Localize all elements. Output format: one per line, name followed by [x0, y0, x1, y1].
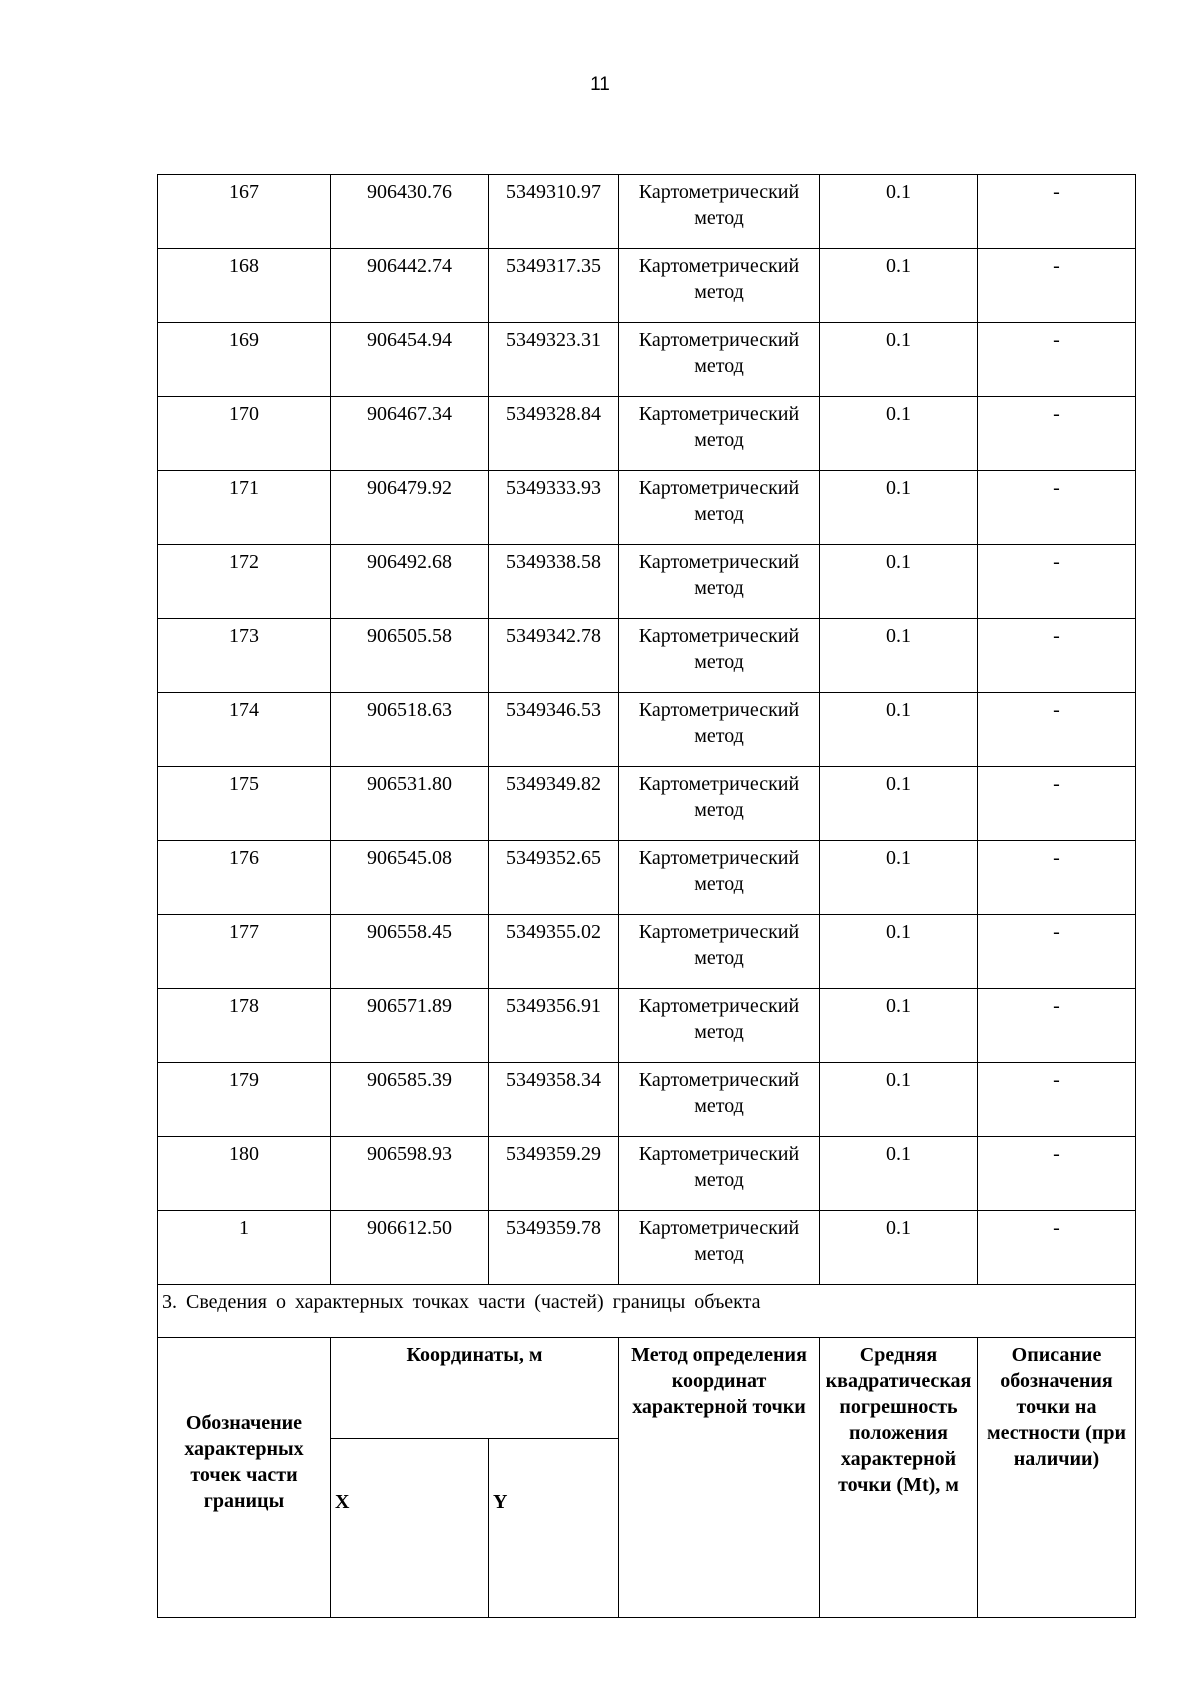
mt-value: 0.1	[820, 989, 978, 1063]
coord-x: 906531.80	[331, 767, 489, 841]
point-number: 169	[158, 323, 331, 397]
description: -	[978, 397, 1136, 471]
coord-x: 906479.92	[331, 471, 489, 545]
table-row	[158, 841, 1136, 915]
method: Картометрический метод	[619, 545, 820, 619]
mt-value: 0.1	[820, 1137, 978, 1211]
table-row	[158, 915, 1136, 989]
method: Картометрический метод	[619, 1211, 820, 1285]
point-number: 172	[158, 545, 331, 619]
table-row	[158, 249, 1136, 323]
table-row	[158, 1137, 1136, 1211]
description: -	[978, 989, 1136, 1063]
mt-value: 0.1	[820, 397, 978, 471]
point-number: 175	[158, 767, 331, 841]
method: Картометрический метод	[619, 1063, 820, 1137]
coord-y: 5349338.58	[489, 545, 619, 619]
header-y: Y	[489, 1439, 619, 1618]
method: Картометрический метод	[619, 249, 820, 323]
point-number: 170	[158, 397, 331, 471]
coord-y: 5349346.53	[489, 693, 619, 767]
header-x: X	[331, 1439, 489, 1618]
method: Картометрический метод	[619, 175, 820, 249]
description: -	[978, 767, 1136, 841]
coord-x: 906430.76	[331, 175, 489, 249]
mt-value: 0.1	[820, 545, 978, 619]
coord-x: 906454.94	[331, 323, 489, 397]
mt-value: 0.1	[820, 767, 978, 841]
method: Картометрический метод	[619, 619, 820, 693]
table-row	[158, 989, 1136, 1063]
mt-value: 0.1	[820, 471, 978, 545]
coord-y: 5349317.35	[489, 249, 619, 323]
table-row	[158, 1063, 1136, 1137]
coord-y: 5349342.78	[489, 619, 619, 693]
description: -	[978, 841, 1136, 915]
method: Картометрический метод	[619, 841, 820, 915]
point-number: 174	[158, 693, 331, 767]
header-description: Описание обозначения точки на местности (при наличии)	[978, 1338, 1136, 1618]
table-row	[158, 693, 1136, 767]
coord-x: 906545.08	[331, 841, 489, 915]
method: Картометрический метод	[619, 397, 820, 471]
description: -	[978, 249, 1136, 323]
point-number: 1	[158, 1211, 331, 1285]
coord-x: 906571.89	[331, 989, 489, 1063]
table-row	[158, 175, 1136, 249]
point-number: 179	[158, 1063, 331, 1137]
coord-x: 906442.74	[331, 249, 489, 323]
coord-y: 5349356.91	[489, 989, 619, 1063]
coord-y: 5349328.84	[489, 397, 619, 471]
coord-y: 5349358.34	[489, 1063, 619, 1137]
point-number: 173	[158, 619, 331, 693]
table-row	[158, 397, 1136, 471]
mt-value: 0.1	[820, 1063, 978, 1137]
coord-x: 906612.50	[331, 1211, 489, 1285]
method: Картометрический метод	[619, 323, 820, 397]
point-number: 178	[158, 989, 331, 1063]
page-number: 11	[590, 74, 610, 95]
coord-x: 906558.45	[331, 915, 489, 989]
section3-title-row	[158, 1285, 1136, 1338]
description: -	[978, 471, 1136, 545]
method: Картометрический метод	[619, 915, 820, 989]
description: -	[978, 915, 1136, 989]
coord-y: 5349355.02	[489, 915, 619, 989]
description: -	[978, 175, 1136, 249]
mt-value: 0.1	[820, 619, 978, 693]
coord-y: 5349333.93	[489, 471, 619, 545]
coord-y: 5349359.78	[489, 1211, 619, 1285]
method: Картометрический метод	[619, 693, 820, 767]
mt-value: 0.1	[820, 323, 978, 397]
method: Картометрический метод	[619, 989, 820, 1063]
mt-value: 0.1	[820, 249, 978, 323]
boundary-points-table	[157, 174, 1136, 1618]
description: -	[978, 323, 1136, 397]
mt-value: 0.1	[820, 915, 978, 989]
table-row	[158, 1211, 1136, 1285]
mt-value: 0.1	[820, 175, 978, 249]
header-designation: Обозначение характерных точек части границы	[158, 1338, 331, 1618]
header-method: Метод определения координат характерной точки	[619, 1338, 820, 1618]
description: -	[978, 545, 1136, 619]
description: -	[978, 1137, 1136, 1211]
mt-value: 0.1	[820, 1211, 978, 1285]
coord-x: 906505.58	[331, 619, 489, 693]
section3-title: 3. Сведения о характерных точках части (частей) границы объекта	[158, 1285, 1136, 1338]
table-row	[158, 619, 1136, 693]
table-body	[158, 175, 1136, 1618]
coord-y: 5349359.29	[489, 1137, 619, 1211]
coord-y: 5349310.97	[489, 175, 619, 249]
coord-x: 906492.68	[331, 545, 489, 619]
description: -	[978, 693, 1136, 767]
header-mt: Средняя квадратическая погрешность положения характерной точки (Mt), м	[820, 1338, 978, 1618]
coord-y: 5349352.65	[489, 841, 619, 915]
mt-value: 0.1	[820, 693, 978, 767]
coord-x: 906598.93	[331, 1137, 489, 1211]
method: Картометрический метод	[619, 767, 820, 841]
table-row	[158, 767, 1136, 841]
point-number: 167	[158, 175, 331, 249]
method: Картометрический метод	[619, 471, 820, 545]
method: Картометрический метод	[619, 1137, 820, 1211]
mt-value: 0.1	[820, 841, 978, 915]
point-number: 171	[158, 471, 331, 545]
coord-x: 906585.39	[331, 1063, 489, 1137]
point-number: 180	[158, 1137, 331, 1211]
point-number: 177	[158, 915, 331, 989]
coord-x: 906467.34	[331, 397, 489, 471]
description: -	[978, 1211, 1136, 1285]
description: -	[978, 619, 1136, 693]
coord-y: 5349323.31	[489, 323, 619, 397]
point-number: 176	[158, 841, 331, 915]
coord-y: 5349349.82	[489, 767, 619, 841]
point-number: 168	[158, 249, 331, 323]
table-row	[158, 545, 1136, 619]
header-coordinates: Координаты, м	[331, 1338, 619, 1439]
table-row	[158, 471, 1136, 545]
coord-x: 906518.63	[331, 693, 489, 767]
header-row-top	[158, 1338, 1136, 1439]
description: -	[978, 1063, 1136, 1137]
table-row	[158, 323, 1136, 397]
